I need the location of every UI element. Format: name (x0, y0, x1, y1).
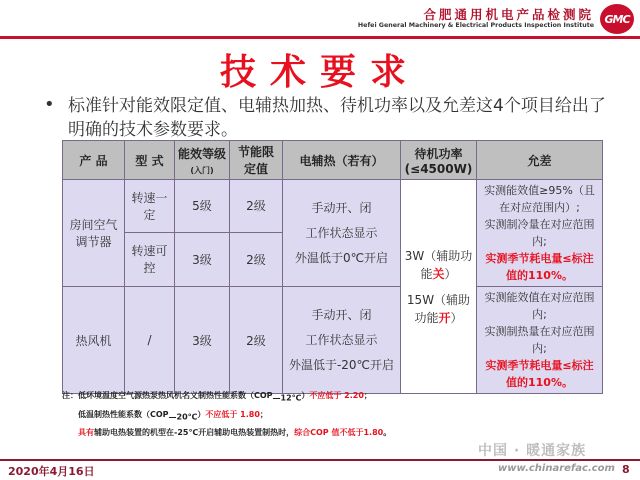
ac-heat-line: 手动开、闭 (311, 200, 372, 215)
header-tolerance: 允差 (477, 141, 603, 180)
ac-tol-line: 实测制冷量在对应范围内; (484, 218, 595, 248)
ac-tolerance-cell (477, 180, 603, 287)
note-text: ） (301, 391, 310, 400)
org-name-cn: 合肥通用机电产品检测院 (423, 7, 594, 22)
table-row (63, 180, 603, 233)
note-red: 不应低于 1.80 (205, 409, 260, 419)
header-standby-line1: 待机功率 (414, 146, 463, 161)
standby-on-red: 开 (438, 310, 451, 325)
fan-tol-line: 实测制热量在对应范围内; (484, 325, 595, 355)
fan-grade-cell: 3级 (175, 287, 230, 394)
standby-cell (401, 180, 477, 394)
ac-tol-line: 实测能效值≥95%（且在对应范围内）; (484, 184, 595, 214)
fan-limit-cell: 2级 (230, 287, 283, 394)
fan-heat-line: 手动开、闭 (311, 307, 372, 322)
org-name-en: Hefei General Machinery & Electrical Products Inspection Institute (357, 22, 594, 29)
header-grade-main: 能效等级 (178, 146, 227, 161)
note-text: 注：低环境温度空气源热泵热风机名义制热性能系数（COP (62, 391, 273, 400)
header-type: 型 式 (125, 141, 175, 180)
note-text: ； (363, 391, 372, 400)
page-number: 8 (622, 463, 630, 476)
fan-tol-red: 实测季节耗电量≤标注值的110%。 (485, 359, 594, 389)
ac-var-type-cell: 转速可控 (125, 232, 175, 286)
note-red: 不应低于 2.20 (309, 391, 364, 400)
standby-on-text: 15W（辅助功能 (406, 292, 471, 325)
ac-fixed-type-cell: 转速一定 (125, 180, 175, 233)
header-product: 产 品 (63, 141, 125, 180)
ac-var-grade-cell: 3级 (175, 232, 230, 286)
note-subscript: —12℃ (272, 393, 302, 403)
ac-heat-line: 工作状态显示 (305, 225, 378, 240)
fan-heat-line: 外温低于-20℃开启 (288, 357, 395, 372)
slide-title: 技术要求 (219, 52, 420, 93)
fan-type-cell: / (125, 287, 175, 394)
note-line-1 (62, 388, 391, 407)
fan-tol-line: 实测能效值在对应范围内; (484, 291, 595, 321)
standby-off-close: ） (444, 266, 457, 281)
note-subscript: —20℃ (168, 412, 198, 422)
header-grade-sub: (入门) (190, 165, 214, 175)
note-text: ； (259, 409, 268, 419)
fan-tolerance-cell (477, 287, 603, 394)
header-grade (175, 141, 230, 180)
header-standby (401, 141, 477, 180)
note-text: 。 (383, 428, 392, 438)
standby-off-text: 3W（辅助功能 (404, 248, 473, 281)
bullet-text: 标准针对能效限定值、电辅热加热、待机功率以及允差这4个项目给出了明确的技术参数要求。 (68, 96, 606, 140)
standby-value-off (404, 247, 473, 283)
note-red: 具有 (78, 428, 94, 438)
note-text: ） (197, 409, 206, 419)
ac-tol-red: 实测季节耗电量≤标注值的110%。 (485, 252, 594, 282)
ac-var-limit-cell: 2级 (230, 232, 283, 286)
note-text: 低温制热性能系数（COP (78, 409, 169, 419)
notes (62, 388, 391, 441)
logo-icon: GMC (600, 4, 634, 34)
ac-fixed-grade-cell: 5级 (175, 180, 230, 233)
footer-date: 2020年4月16日 (8, 465, 95, 478)
standby-on-close: ） (450, 310, 463, 325)
header-standby-line2: (≤4500W) (404, 161, 473, 176)
ac-heat-line: 外温低于0℃开启 (294, 250, 389, 265)
header-divider (0, 36, 640, 39)
footer-divider (0, 459, 640, 461)
note-line-2 (62, 407, 391, 426)
note-line-3 (62, 425, 391, 441)
spec-table (62, 140, 603, 394)
note-text: 辅助电热装置的机型在-25℃开启辅助电热装置制热时， (94, 428, 295, 438)
standby-value-on (404, 291, 473, 327)
note-red: 综合COP 值不低于1.80 (294, 428, 384, 438)
ac-product-cell: 房间空气调节器 (63, 180, 125, 287)
bullet-marker: • (44, 94, 55, 115)
header-heat: 电辅热（若有） (283, 141, 401, 180)
table-header-row (63, 141, 603, 180)
watermark-text: 中国 · 暖通家族 (478, 443, 587, 459)
standby-off-red: 关 (432, 266, 445, 281)
table-row (63, 287, 603, 394)
fan-heat-line: 工作状态显示 (305, 332, 378, 347)
ac-fixed-limit-cell: 2级 (230, 180, 283, 233)
fan-heat-cell (283, 287, 401, 394)
header-limit: 节能限定值 (230, 141, 283, 180)
footer-url: www.chinarefac.com (498, 463, 615, 474)
header-bar (0, 0, 640, 36)
fan-product-cell: 热风机 (63, 287, 125, 394)
ac-heat-cell (283, 180, 401, 287)
